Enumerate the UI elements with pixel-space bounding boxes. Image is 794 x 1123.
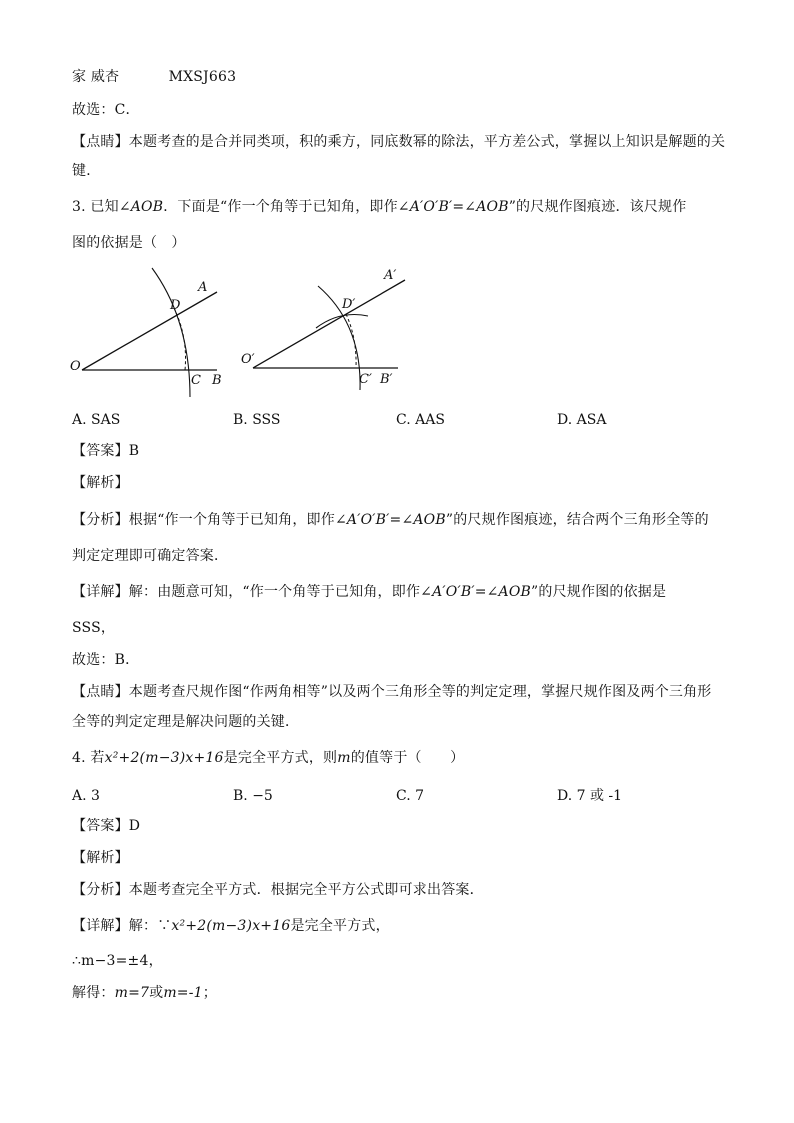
q3-equation: ∠A′O′B′=∠AOB [397,199,509,215]
q4-option-c: C. 7 [396,788,425,804]
q4-stem-part: 是完全平方式，则 [223,750,338,766]
page-header [72,68,236,86]
figure-constructed-angle [241,268,405,390]
q3-construction-figure [60,262,420,402]
q4-detail-line1 [72,917,390,935]
prev-choice: 故选：C． [72,102,140,118]
q4-option-b: B. −5 [233,788,273,804]
q4-step-2 [72,984,217,1002]
q3-option-b: B. SSS [233,412,281,428]
q4-step2-part: ； [202,985,217,1001]
q3-comment-line2: 全等的判定定理是解决问题的关键． [72,714,300,730]
label-o-prime: O′ [241,352,255,367]
q4-stem-part: 的值等于（ ） [350,750,465,766]
q3-option-c: C. AAS [396,412,445,428]
q4-answer: 【答案】D [72,818,141,834]
q3-choice: 故选：B． [72,652,140,668]
q4-step-1: ∴m−3=±4， [72,953,163,969]
label-b-prime: B′ [380,372,393,387]
q3-option-d: D. ASA [557,412,607,428]
label-c-prime: C′ [359,372,372,387]
prev-comment-line1: 【点睛】本题考查的是合并同类项，积的乘方，同底数幂的除法，平方差公式，掌握以上知识是解题的关 [72,134,726,150]
label-o: O [70,359,81,374]
q4-analysis-heading: 【解析】 [72,850,129,866]
q3-stem-part: ”的尺规作图痕迹．该尺规作 [508,199,687,215]
q3-fenxi-line2: 判定定理即可确定答案． [72,548,229,564]
q3-stem-part: 3. 已知 [72,199,119,215]
q3-analysis-heading: 【解析】 [72,475,129,491]
q3-detail-equation: ∠A′O′B′=∠AOB [420,584,532,600]
q4-step2-part: 或 [149,985,164,1001]
q3-fenxi-line1 [72,511,709,529]
q4-step2-part: 解得： [72,985,115,1001]
q4-detail-expression: x²+2(m−3)x+16 [171,918,291,934]
q4-detail-part: 【详解】解：∵ [72,918,172,934]
q3-detail-part: 【详解】解：由题意可知，“作一个角等于已知角，即作 [72,584,421,600]
q4-detail-part: 是完全平方式， [290,918,390,934]
label-b: B [212,373,222,388]
label-d: D [170,298,181,313]
q3-stem-line1 [72,198,686,216]
q3-angle: ∠AOB [118,199,164,215]
q4-option-a: A. 3 [72,788,100,804]
q3-detail-part: ”的尺规作图的依据是 [531,584,667,600]
q3-stem-line2: 图的依据是（ ） [72,235,186,251]
q3-comment-line1: 【点睛】本题考查尺规作图“作两角相等”以及两个三角形全等的判定定理，掌握尺规作图及两个三角形 [72,684,712,700]
q3-detail-line1 [72,583,666,601]
q3-stem-part: ．下面是“作一个角等于已知角，即作 [163,199,398,215]
q3-option-a: A. SAS [72,412,121,428]
q4-fenxi: 【分析】本题考查完全平方式．根据完全平方公式即可求出答案． [72,882,484,898]
q3-answer: 【答案】B [72,443,140,459]
q4-solution-1: m=7 [114,985,150,1001]
q4-solution-2: m=-1 [163,985,203,1001]
q3-detail-line2: SSS， [72,620,116,636]
q3-fenxi-part: 【分析】根据“作一个角等于已知角，即作 [72,512,335,528]
q4-stem [72,749,464,767]
arc-large [152,268,190,397]
label-c: C [191,373,201,388]
q4-stem-part: 4. 若 [72,750,105,766]
label-a: A [198,280,208,295]
q4-option-d: D. 7 或 -1 [557,788,623,804]
header-code: MXSJ663 [168,69,237,85]
arc-dashed-2 [346,314,356,368]
ray-oa [82,292,217,370]
ray-o2a2 [253,280,405,368]
prev-comment-line2: 键． [72,163,101,179]
q3-fenxi-part: ”的尺规作图痕迹，结合两个三角形全等的 [445,512,709,528]
label-d-prime: D′ [342,297,356,312]
q3-fenxi-equation: ∠A′O′B′=∠AOB [334,512,446,528]
label-a-prime: A′ [384,268,397,283]
q4-variable: m [337,750,351,766]
header-brand: 家 威杏 [72,69,120,85]
figure-original-angle [70,268,222,397]
q4-expression: x²+2(m−3)x+16 [104,750,224,766]
